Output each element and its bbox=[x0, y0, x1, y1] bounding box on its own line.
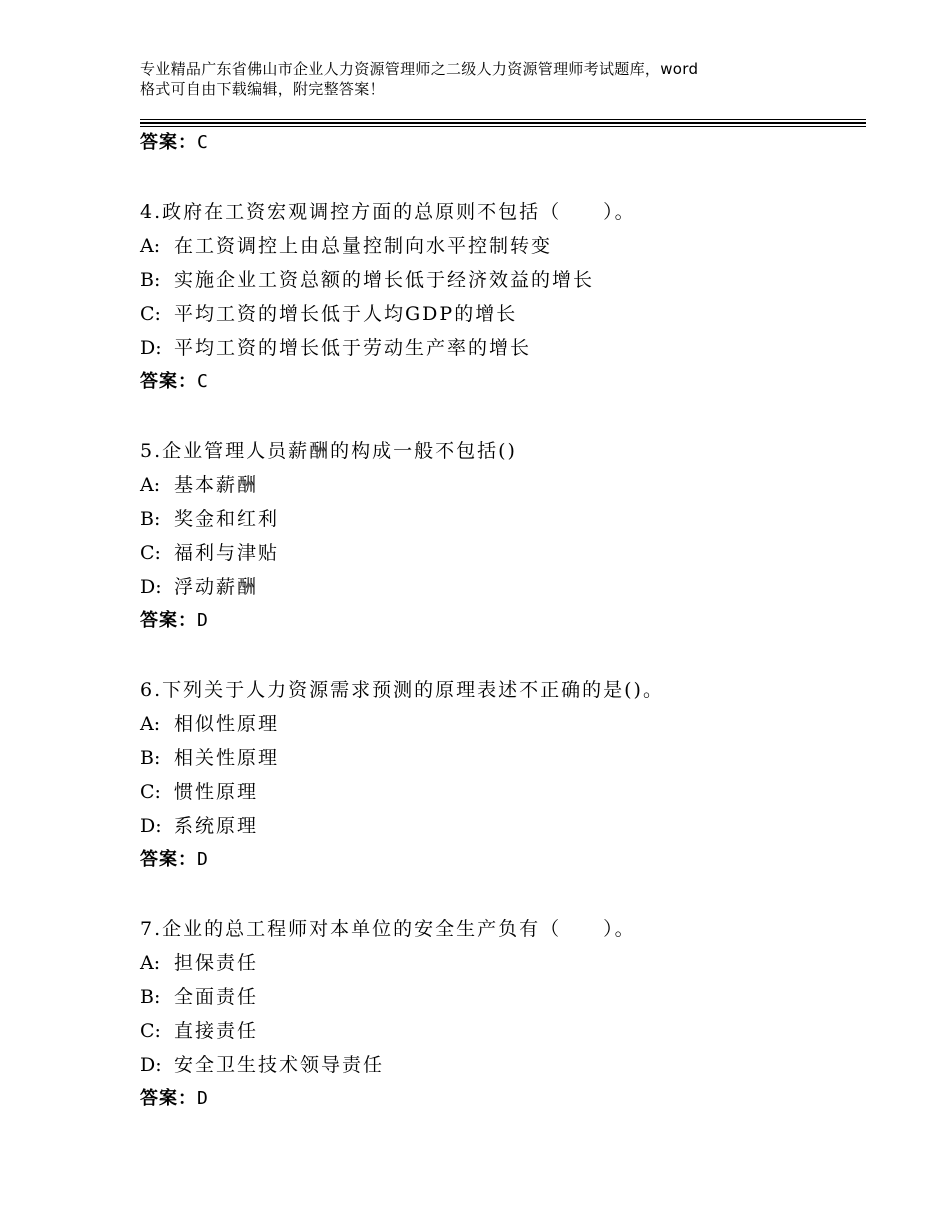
question-6-answer bbox=[140, 848, 208, 872]
option-letter: D: bbox=[140, 337, 162, 359]
question-6-option-d bbox=[140, 813, 258, 839]
answer-label: 答案： bbox=[140, 132, 197, 153]
answer-label: 答案： bbox=[140, 1088, 197, 1109]
question-7-answer bbox=[140, 1087, 208, 1111]
option-text: 惯性原理 bbox=[174, 781, 259, 803]
question-7-option-a bbox=[140, 950, 258, 976]
answer-label: 答案： bbox=[140, 849, 197, 870]
option-letter: A: bbox=[140, 235, 161, 257]
option-text: 全面责任 bbox=[174, 986, 259, 1008]
answer-value: D bbox=[197, 849, 208, 870]
option-letter: B: bbox=[140, 747, 161, 769]
question-5-option-a bbox=[140, 472, 258, 498]
question-7-option-b bbox=[140, 984, 258, 1010]
header-divider-bottom bbox=[140, 126, 866, 127]
option-text: 基本薪酬 bbox=[174, 474, 259, 496]
option-letter: D: bbox=[140, 1054, 162, 1076]
question-4-stem: 4.政府在工资宏观调控方面的总原则不包括（ ）。 bbox=[140, 201, 636, 223]
question-5-stem: 5.企业管理人员薪酬的构成一般不包括() bbox=[140, 440, 517, 462]
option-text: 直接责任 bbox=[174, 1020, 259, 1042]
option-letter: B: bbox=[140, 508, 161, 530]
header-line-2: 格式可自由下载编辑，附完整答案！ bbox=[140, 80, 385, 98]
document-header bbox=[140, 59, 830, 99]
answer-value: C bbox=[197, 371, 208, 392]
option-letter: A: bbox=[140, 474, 161, 496]
question-7-option-c bbox=[140, 1018, 258, 1044]
option-letter: A: bbox=[140, 952, 161, 974]
option-letter: B: bbox=[140, 269, 161, 291]
option-text: 相似性原理 bbox=[174, 713, 280, 735]
question-4-option-a bbox=[140, 233, 552, 259]
option-letter: D: bbox=[140, 815, 162, 837]
header-divider-middle bbox=[140, 122, 866, 124]
question-5-option-c bbox=[140, 540, 279, 566]
option-letter: C: bbox=[140, 1020, 161, 1042]
answer-value: D bbox=[197, 610, 208, 631]
option-letter: B: bbox=[140, 986, 161, 1008]
option-text: 实施企业工资总额的增长低于经济效益的增长 bbox=[174, 269, 595, 291]
question-4-option-d bbox=[140, 335, 531, 361]
option-text: 平均工资的增长低于人均GDP的增长 bbox=[174, 303, 518, 325]
question-7-option-d bbox=[140, 1052, 384, 1078]
answer-label: 答案： bbox=[140, 371, 197, 392]
question-6-option-a bbox=[140, 711, 279, 737]
question-4-answer bbox=[140, 370, 208, 394]
answer-value: D bbox=[197, 1088, 208, 1109]
answer-value: C bbox=[197, 132, 208, 153]
question-6-stem: 6.下列关于人力资源需求预测的原理表述不正确的是()。 bbox=[140, 679, 664, 701]
option-letter: C: bbox=[140, 542, 161, 564]
answer-label: 答案： bbox=[140, 610, 197, 631]
question-4-option-b bbox=[140, 267, 594, 293]
question-6-option-c bbox=[140, 779, 258, 805]
option-text: 安全卫生技术领导责任 bbox=[174, 1054, 385, 1076]
question-5-answer bbox=[140, 609, 208, 633]
header-divider-top bbox=[140, 119, 866, 120]
question-5-option-d bbox=[140, 574, 258, 600]
question-6-option-b bbox=[140, 745, 279, 771]
option-text: 浮动薪酬 bbox=[174, 576, 259, 598]
option-letter: C: bbox=[140, 303, 161, 325]
question-7-stem: 7.企业的总工程师对本单位的安全生产负有（ ）。 bbox=[140, 918, 636, 940]
option-letter: A: bbox=[140, 713, 161, 735]
option-letter: C: bbox=[140, 781, 161, 803]
question-5-option-b bbox=[140, 506, 279, 532]
option-letter: D: bbox=[140, 576, 162, 598]
option-text: 奖金和红利 bbox=[174, 508, 280, 530]
option-text: 福利与津贴 bbox=[174, 542, 280, 564]
previous-answer bbox=[140, 131, 208, 155]
option-text: 相关性原理 bbox=[174, 747, 280, 769]
question-4-option-c bbox=[140, 301, 517, 327]
option-text: 平均工资的增长低于劳动生产率的增长 bbox=[174, 337, 532, 359]
option-text: 系统原理 bbox=[174, 815, 259, 837]
option-text: 在工资调控上由总量控制向水平控制转变 bbox=[174, 235, 553, 257]
option-text: 担保责任 bbox=[174, 952, 259, 974]
header-line-1: 专业精品广东省佛山市企业人力资源管理师之二级人力资源管理师考试题库，word bbox=[140, 60, 699, 78]
